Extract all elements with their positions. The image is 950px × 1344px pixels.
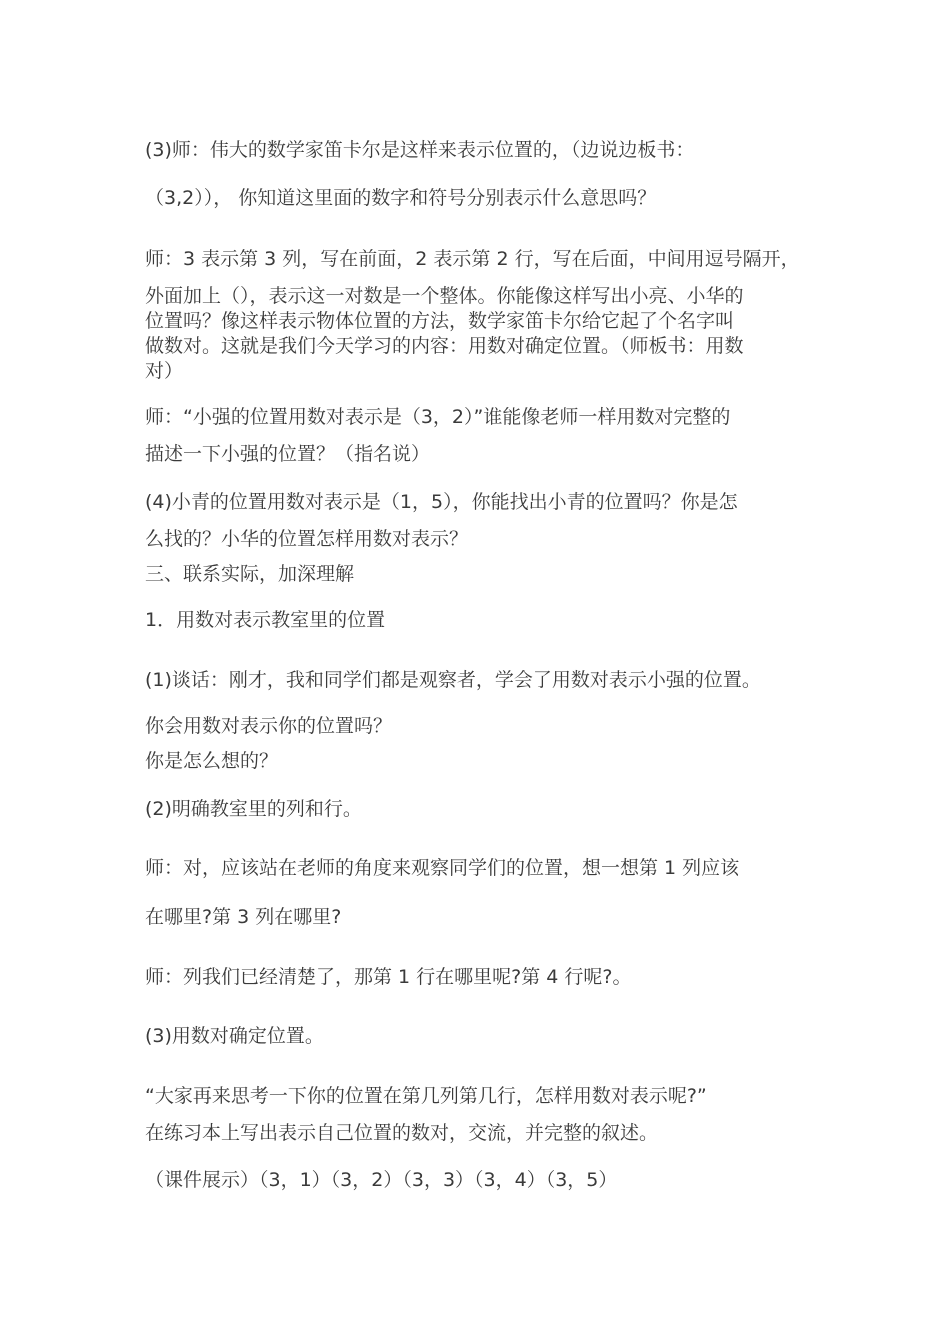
text-line: 师：对，应该站在老师的角度来观察同学们的位置，想一想第 1 列应该 bbox=[145, 857, 740, 879]
text-line: (1)谈话：刚才，我和同学们都是观察者，学会了用数对表示小强的位置。 bbox=[145, 669, 761, 691]
text-line: 位置吗？像这样表示物体位置的方法，数学家笛卡尔给它起了个名字叫 bbox=[145, 310, 735, 332]
text-line: 对） bbox=[145, 360, 184, 382]
text-line: (3)师：伟大的数学家笛卡尔是这样来表示位置的，（边说边板书： bbox=[145, 139, 695, 161]
text-line: “大家再来思考一下你的位置在第几列第几行，怎样用数对表示呢?” bbox=[145, 1085, 707, 1107]
text-line: (4)小青的位置用数对表示是（1，5），你能找出小青的位置吗？你是怎 bbox=[145, 491, 738, 513]
text-line: 做数对。这就是我们今天学习的内容：用数对确定位置。（师板书：用数 bbox=[145, 335, 744, 357]
text-line: （3,2））， 你知道这里面的数字和符号分别表示什么意思吗？ bbox=[145, 187, 657, 209]
text-line: 么找的？小华的位置怎样用数对表示？ bbox=[145, 528, 469, 550]
text-line: 描述一下小强的位置？（指名说） bbox=[145, 443, 431, 465]
text-line: 你是怎么想的？ bbox=[145, 750, 279, 772]
text-line: （课件展示）（3，1）（3，2）（3，3）（3，4）（3，5） bbox=[145, 1169, 618, 1191]
text-line: 在练习本上写出表示自己位置的数对，交流，并完整的叙述。 bbox=[145, 1122, 659, 1144]
text-line: (3)用数对确定位置。 bbox=[145, 1025, 324, 1047]
text-line: 在哪里?第 3 列在哪里? bbox=[145, 906, 342, 928]
text-line: 师：“小强的位置用数对表示是（3，2）”谁能像老师一样用数对完整的 bbox=[145, 406, 731, 428]
subsection-heading: 1．用数对表示教室里的位置 bbox=[145, 609, 386, 631]
text-line: 你会用数对表示你的位置吗？ bbox=[145, 715, 393, 737]
text-line: 师：列我们已经清楚了，那第 1 行在哪里呢?第 4 行呢?。 bbox=[145, 966, 632, 988]
section-heading: 三、联系实际，加深理解 bbox=[145, 563, 355, 585]
text-line: 外面加上（），表示这一对数是一个整体。你能像这样写出小亮、小华的 bbox=[145, 285, 744, 307]
text-line: (2)明确教室里的列和行。 bbox=[145, 798, 362, 820]
text-line: 师：3 表示第 3 列，写在前面，2 表示第 2 行，写在后面，中间用逗号隔开， bbox=[145, 248, 800, 270]
